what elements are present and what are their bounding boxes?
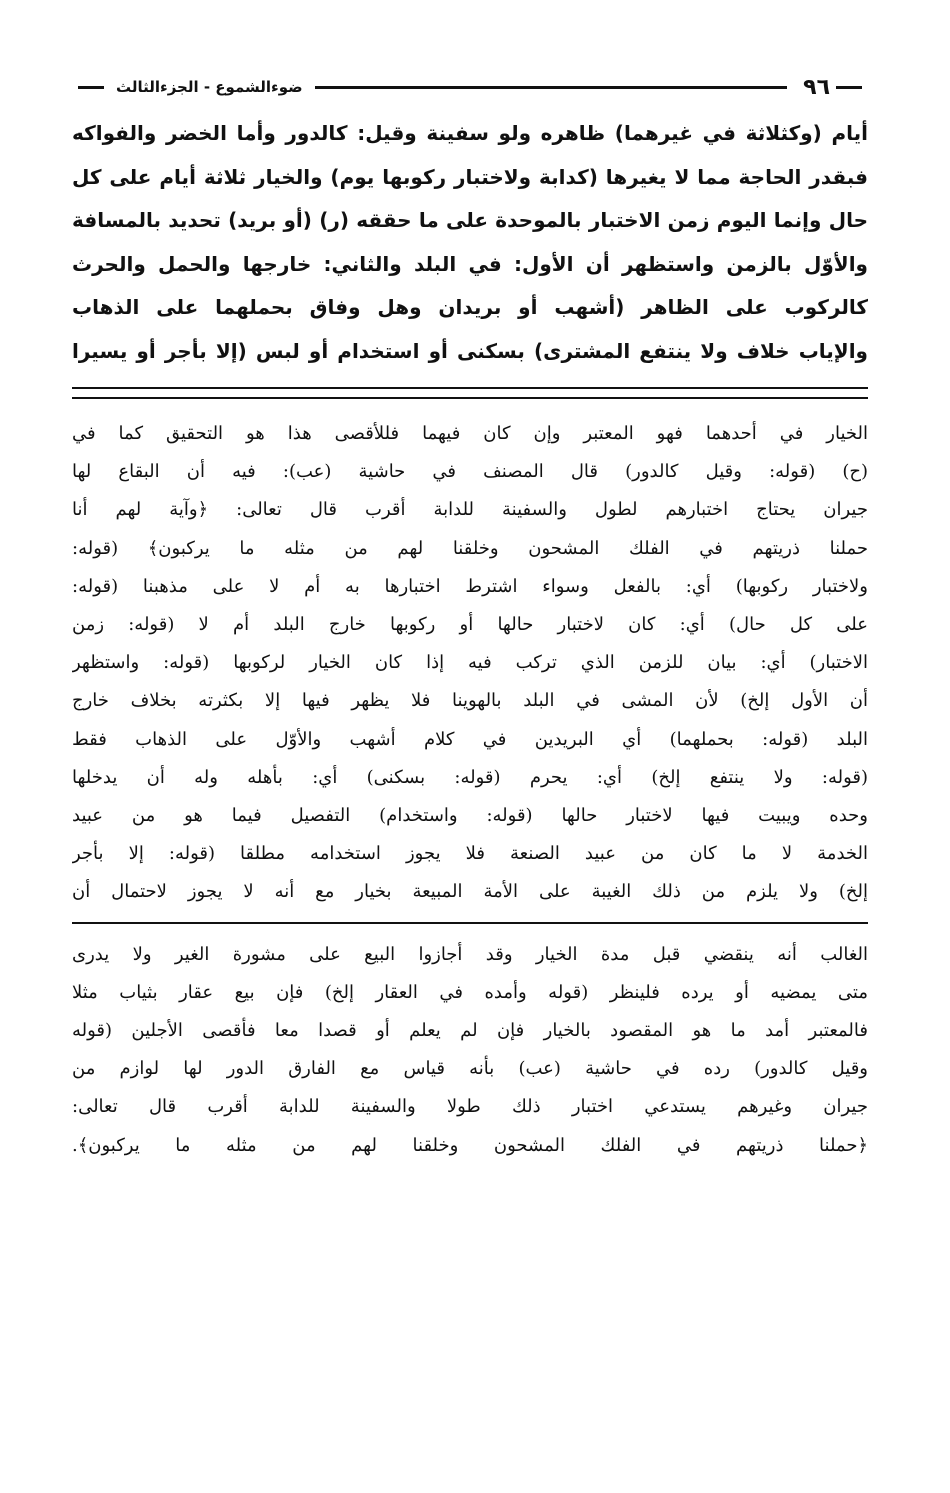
commentary-line: جيران يحتاج اختبارهم لطول والسفينة للدابة أقرب قال تعالى: ﴿وآية لهم أنا [72,499,868,521]
commentary-line: متى يمضيه أو يرده فلينظر (قوله وأمده في العقار إلخ) فإن بيع عقار بثياب مثلا [72,981,868,1003]
commentary-separator [72,922,868,924]
commentary-line: ﴿حملنا ذريتهم في الفلك المشحون وخلقنا لهم من مثله ما يركبون﴾. [72,1134,868,1156]
main-text [72,112,868,373]
page-number: ٩٦ [803,74,830,100]
main-text-line: فبقدر الحاجة مما لا يغيرها (كدابة ولاختبار ركوبها يوم) والخيار ثلاثة أيام على كل [72,164,868,189]
commentary-line: وحده ويبيت فيها لاختبار حالها (قوله: واستخدام) التفصيل فيما هو من عبيد [72,805,868,827]
commentary-line: ولاختبار ركوبها) أي: بالفعل وسواء اشترط اختبارها به أم لا على مذهبنا (قوله: [72,575,868,597]
commentary-line: جيران وغيرهم يستدعي اختبار ذلك طولا والسفينة للدابة أقرب قال تعالى: [72,1096,868,1118]
main-text-separator [72,387,868,399]
commentary-line: الاختبار) أي: بيان للزمن الذي تركب فيه إذا كان الخيار لركوبها (قوله: واستظهر [72,652,868,674]
main-text-line: والإياب خلاف ولا ينتفع المشترى) بسكنى أو استخدام أو لبس (إلا بأجر أو يسيرا [72,338,868,363]
commentary-line: على كل حال) أي: كان لاختبار حالها أو ركوبها خارج البلد أم لا (قوله: زمن [72,614,868,636]
main-text-line: حال وإنما اليوم زمن الاختبار بالموحدة على ما حققه (ر) (أو بريد) تحديد بالمسافة [72,208,868,232]
commentary-line: فالمعتبر أمد ما هو المقصود بالخيار فإن لم يعلم أو قصدا معا فأقصى الأجلين (قوله [72,1020,868,1042]
main-text-line: كالركوب على الظاهر (أشهب أو بريدان وهل وفاق بحملهما على الذهاب [72,295,868,319]
main-text-line: والأوّل بالزمن واستظهر أن الأول: في البلد والثاني: خارجها والحمل والحرث [72,251,868,276]
commentary-line: أن الأول إلخ) لأن المشى في البلد بالهوينا فلا يظهر فيها إلا بكثرته بخلاف خارج [72,690,868,712]
commentary-line: الخيار في أحدهما فهو المعتبر وإن كان فيهما فللأقصى هذا هو التحقيق كما في [72,423,868,444]
commentary-line: وقيل كالدور) رده في حاشية (عب) بأنه قياس مع الفارق الدور لها لوازم من [72,1058,868,1080]
commentary-line: حملنا ذريتهم في الفلك المشحون وخلقنا لهم من مثله ما يركبون﴾ (قوله: [72,537,868,559]
commentary-block-1 [72,415,868,912]
main-text-line: أيام (وكثلاثة في غيرهما) ظاهره ولو سفينة وقيل: كالدور وأما الخضر والفواكه [72,121,868,145]
commentary-line: (قوله: ولا ينتفع إلخ) أي: يحرم (قوله: بسكنى) أي: بأهله وله أن يدخلها [72,766,868,788]
commentary-line: الخدمة لا ما كان من عبيد الصنعة فلا يجوز استخدامه مطلقا (قوله: إلا بأجر [72,843,868,865]
header-rule-middle [315,86,788,89]
commentary-line: البلد (قوله: بحملهما) أي البريدين في كلام أشهب والأوّل على الذهاب فقط [72,728,868,750]
commentary-line: إلخ) ولا يلزم من ذلك الغيبة على الأمة المبيعة بخيار مع أنه لا يجوز لاحتمال أن [72,881,868,903]
commentary-block-2 [72,936,868,1165]
running-header [72,70,868,104]
book-title: ضوءالشموع - الجزءالثالث [116,78,303,96]
commentary-line: (ح) (قوله: وقيل كالدور) قال المصنف في حاشية (عب): فيه أن البقاع لها [72,461,868,483]
header-rule-right [836,86,862,89]
page [72,70,868,1460]
commentary-line: الغالب أنه ينقضي قبل مدة الخيار وقد أجازوا البيع على مشورة الغير ولا يدرى [72,943,868,965]
header-rule-left [78,86,104,89]
